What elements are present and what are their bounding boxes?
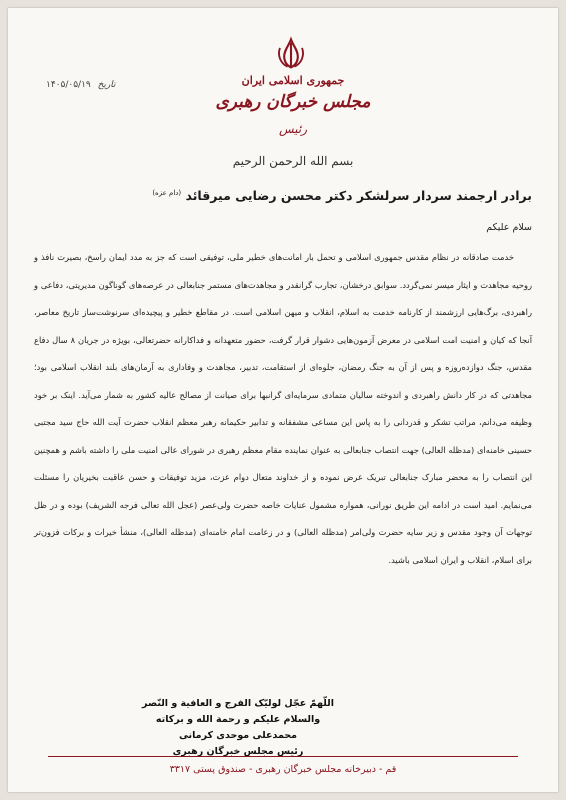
signer-name: محمدعلی موحدی کرمانی — [178, 730, 298, 741]
date-block — [46, 80, 116, 90]
office-title: رئیس — [278, 122, 308, 136]
letter-body — [34, 244, 532, 574]
republic-title: جمهوری اسلامی ایران — [241, 74, 345, 87]
greeting: سلام علیکم — [486, 222, 532, 233]
signer-title: رئیس مجلس خبرگان رهبری — [172, 746, 304, 757]
institution-title: مجلس خبرگان رهبری — [215, 92, 371, 112]
salutation — [152, 188, 532, 203]
iran-emblem-icon — [274, 36, 308, 70]
footer-address: قم - دبیرخانه مجلس خبرگان رهبری - صندوق پستی ۳۳۱۷ — [48, 756, 518, 775]
closing-prayer: اللّهمّ عجّل لولیّک الفرج و العافیة و النّصر — [142, 698, 334, 709]
closing-block — [138, 696, 338, 760]
date-label: تاریخ — [97, 80, 116, 90]
letter-page — [8, 8, 558, 792]
closing-salam: والسلام علیکم و رحمة الله و برکاته — [155, 714, 321, 725]
bismillah: بسم الله الرحمن الرحیم — [232, 154, 354, 168]
date-value: ۱۴۰۵/۰۵/۱۹ — [46, 80, 91, 90]
salutation-text: برادر ارجمند سردار سرلشکر دکتر محسن رضایی میرقائد — [185, 188, 532, 203]
body-paragraph: خدمت صادقانه در نظام مقدس جمهوری اسلامی و تحمل بار امانت‌های خطیر ملی، توفیقی است که جز به مدد ایمان راسخ، بصیرت نافذ و روحیه مجاهدت و ایثار میسر نمی‌گردد. سوابق درخشان، تجارب گرانقدر و مجاهدت‌های مستمر جنابعالی در عرصه‌های گوناگون مدیریتی، دفاعی و راهبردی، برگ‌هایی ارزشمند از کارنامه خدمت به اسلام، انقلاب و میهن اسلامی است. در مقاطع خطیر و پیچیده‌ای سرنوشت‌ساز تاریخ معاصر، آنجا که کیان و امنیت امت اسلامی در معرض آزمون‌هایی دشوار قرار گرفت، حضور متعهدانه و فداکارانه حضرتعالی، بویژه در جریان ۸ سال دفاع مقدس، جنگ دوازده‌روزه و پس از آن به جنگ رمضان، جلوه‌ای از استقامت، تدبیر، مجاهدت و وفاداری به آرمان‌های بلند انقلاب اسلامی بود؛ مجاهدتی که در کار دانش راهبردی و اندوخته سالیان متمادی سرمایه‌ای گرانبها برای صیانت از مصالح عالیه کشور به شمار می‌آید. اینک بر خود وظیفه می‌دانم، مراتب تشکر و قدردانی را به پاس این مساعی مشفقانه و تدابیر حکیمانه رهبر معظم انقلاب حضرت آیت الله حاج سید مجتبی حسینی خامنه‌ای (مدظله العالی) جهت انتصاب جنابعالی به عنوان نماینده مقام معظم رهبری در شورای عالی امنیت ملی را داشته باشم و همچنین این انتصاب را به محضر مبارک جنابعالی تبریک عرض نموده و از خداوند متعال دوام عزت، مزید توفیقات و حسن عاقبت بخیریان را مسئلت می‌نمایم. امید است در ادامه این طریق نورانی، همواره مشمول عنایات خاصه حضرت ولی‌عصر (عجل الله تعالی فرجه الشریف) بوده و در ظل توجهات آن وجود مقدس و زیر سایه حضرت ولی‌امر (مدظله العالی) و در زعامت امام خامنه‌ای (مدظله العالی)، منشأ خیرات و برکات فزون‌تر برای اسلام، انقلاب و ایران اسلامی باشید. — [34, 252, 532, 565]
salutation-note: (دام عزه) — [152, 188, 182, 197]
